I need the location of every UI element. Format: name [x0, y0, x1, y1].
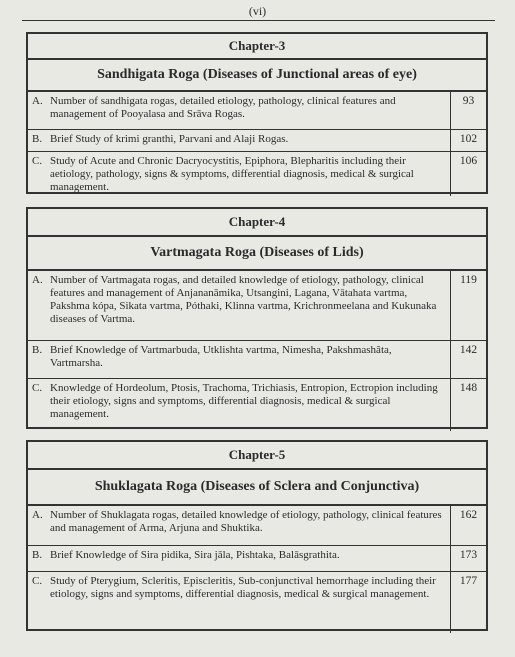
row-letter: A.	[32, 509, 43, 521]
chapter-heading: Chapter-3	[28, 34, 486, 60]
table-row	[28, 546, 486, 572]
row-letter: A.	[32, 274, 43, 286]
row-page: 119	[450, 271, 486, 340]
table-row	[28, 92, 486, 130]
chapter-heading: Chapter-5	[28, 442, 486, 470]
row-letter: C.	[32, 575, 43, 587]
table-row	[28, 379, 486, 431]
row-text: Brief Study of krimi granthi, Parvani and Alaji Rogas.	[50, 133, 289, 145]
chapter-3-table	[26, 32, 488, 194]
row-letter: B.	[32, 133, 43, 145]
row-text: Knowledge of Hordeolum, Ptosis, Trachoma, Trichiasis, Entropion, Ectropion including their etiology, signs and symptoms, differential diagnosis, medical & surgical management.	[50, 382, 438, 420]
row-text: Number of Shuklagata rogas, detailed knowledge of etiology, pathology, clinical features and management of Arma, Arjuna and Shuktika.	[50, 509, 442, 534]
chapter-4-table	[26, 207, 488, 429]
chapter-title: Vartmagata Roga (Diseases of Lids)	[28, 237, 486, 271]
row-text: Number of Vartmagata rogas, and detailed knowledge of etiology, pathology, clinical features and management of Anjananāmika, Utsangini, Lagana, Vātahata vartma, Pakshma kópa, Sikata vartma, Póthaki, Klinna vartma, Krichronmeelana and Kukunaka diseases of Vartma.	[50, 274, 437, 325]
chapter-heading: Chapter-4	[28, 209, 486, 237]
row-text: Brief Knowledge of Vartmarbuda, Utklishta vartma, Nimesha, Pakshmashâta, Vartmarsha.	[50, 344, 392, 369]
row-letter: A.	[32, 95, 43, 107]
chapter-title: Sandhigata Roga (Diseases of Junctional areas of eye)	[28, 60, 486, 92]
row-page: 177	[450, 572, 486, 633]
row-page: 102	[450, 130, 486, 151]
chapter-5-table	[26, 440, 488, 631]
row-text: Study of Pterygium, Scleritis, Episcleritis, Sub-conjunctival hemorrhage including their etiology, signs and symptoms, differential diagnosis, medical & surgical management.	[50, 575, 436, 600]
row-text: Number of sandhigata rogas, detailed etiology, pathology, clinical features and management of Pooyalasa and Srāva Rogas.	[50, 95, 396, 120]
table-row	[28, 506, 486, 546]
row-page: 93	[450, 92, 486, 129]
table-row	[28, 130, 486, 152]
row-page: 106	[450, 152, 486, 196]
row-page: 148	[450, 379, 486, 431]
table-row	[28, 572, 486, 633]
table-row	[28, 152, 486, 196]
row-text: Study of Acute and Chronic Dacryocystitis, Epiphora, Blepharitis including their aetiology, pathology, signs & symptoms, differential diagnosis, medical & surgical management.	[50, 155, 414, 193]
row-page: 142	[450, 341, 486, 378]
chapter-title: Shuklagata Roga (Diseases of Sclera and Conjunctiva)	[28, 470, 486, 506]
row-letter: B.	[32, 549, 43, 561]
row-page: 162	[450, 506, 486, 545]
row-letter: B.	[32, 344, 43, 356]
table-row	[28, 341, 486, 379]
table-row	[28, 271, 486, 341]
row-text: Brief Knowledge of Sira pidika, Sira jāla, Pishtaka, Balāsgrathita.	[50, 549, 340, 561]
header-rule	[22, 20, 495, 21]
page-number: (vi)	[248, 4, 267, 18]
row-letter: C.	[32, 382, 43, 394]
row-letter: C.	[32, 155, 43, 167]
row-page: 173	[450, 546, 486, 571]
